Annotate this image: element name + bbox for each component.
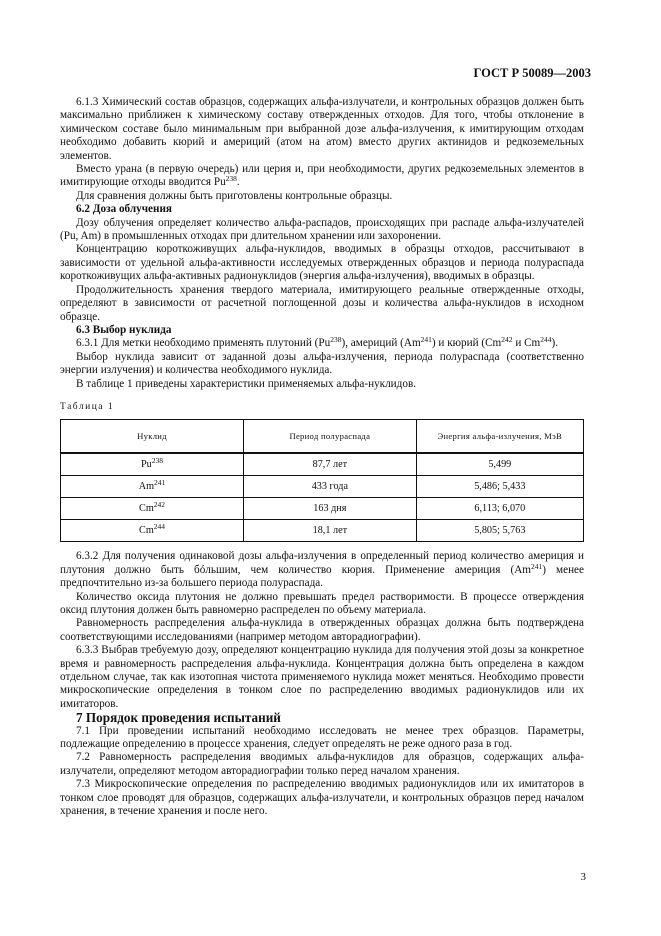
paragraph-uniformity: Равномерность распределения альфа-нуклида в отвержденных образцах должна быть подтверждена соответствующими исследованиями (например методом авторадиографии). xyxy=(60,617,584,643)
paragraph-storage-duration: Продолжительность хранения твердого материала, имитирующего реальные отвержденные отходы, определяют в зависимости от расчетной поглощенной дозы и количества альфа-нуклидов в исходном образце. xyxy=(60,283,584,323)
paragraph-table-reference: В таблице 1 приведены характеристики применяемых альфа-нуклидов. xyxy=(76,377,417,390)
cell-energy: 5,499 xyxy=(416,453,583,476)
cell-nuclide: Cm$^{242}$ xyxy=(61,498,244,520)
cell-nuclide: Pu$^{238}$ xyxy=(61,453,244,476)
paragraph-6-3-3: 6.3.3 Выбрав требуемую дозу, определяют концентрацию нуклида для получения этой дозы за конкретное время и равномерность распределения альфа-нуклида. Концентрация должна быть определена в каждом отдельном случае, так как изотопная чистота применяемого нуклида может меняться. Необходимо провести микроскопические определения в тонком слое по распределению вводимых радионуклидов или их имитаторов. xyxy=(60,644,584,710)
heading-6-2: 6.2 Доза облучения xyxy=(76,203,172,216)
cell-nuclide: Am$^{241}$ xyxy=(61,476,244,498)
heading-6-3: 6.3 Выбор нуклида xyxy=(76,323,172,336)
table-row xyxy=(61,453,584,476)
table-row xyxy=(61,498,584,520)
paragraph-7-3: 7.3 Микроскопические определения по распределению вводимых радионуклидов или их имитаторов в тонком слое проводят для образцов, содержащих альфа-излучатели, и контрольных образцов перед началом хранения, в течение хранения и после него. xyxy=(60,778,584,818)
cell-energy: 5,805; 5,763 xyxy=(416,520,583,542)
nuclide-table xyxy=(60,419,584,542)
paragraph-nuclide-choice: Выбор нуклида зависит от заданной дозы альфа-излучения, периода полураспада (соответственно энергии излучения) и количества необходимого нуклида. xyxy=(60,350,584,377)
paragraph-dose-definition: Дозу облучения определяет количество альфа-распадов, происходящих при распаде альфа-излучателей (Pu, Am) в промышленных отходах при длительном хранении или захоронении. xyxy=(60,216,584,243)
paragraph-control-samples: Для сравнения должны быть приготовлены контрольные образцы. xyxy=(76,189,393,202)
paragraph-6-3-2: 6.3.2 Для получения одинаковой дозы альфа-излучения в определенный период количество америция и плутония должно быть бóльшим, чем количество кюрия. Применение америция (Am$^{241}$) менее предпочтительно из-за большего периода полураспада. xyxy=(60,550,584,590)
cell-energy: 6,113; 6,070 xyxy=(416,498,583,520)
paragraph-7-1: 7.1 При проведении испытаний необходимо исследовать не менее трех образцов. Параметры, подлежащие определению в процессе хранения, следует определять не реже одного раза в год. xyxy=(60,724,584,751)
paragraph-6-3-1: 6.3.1 Для метки необходимо применять плутоний (Pu$^{238}$), америций (Am$^{241}$) и кюрий (Cm$^{242}$ и Cm$^{244}$). xyxy=(76,335,559,350)
cell-half-life: 163 дня xyxy=(244,498,417,520)
paragraph-pu-substitution: Вместо урана (в первую очередь) или церия и, при необходимости, других редкоземельных элементов в имитирующие отходы вводится Pu$^{238}$. xyxy=(60,163,584,189)
page-number: 3 xyxy=(580,871,586,883)
table-row xyxy=(61,476,584,498)
cell-half-life: 87,7 лет xyxy=(244,453,417,476)
paragraph-plutonium-oxide: Количество оксида плутония не должно превышать предел растворимости. В процессе отверждения оксид плутония должен быть равномерно распределен по объему материала. xyxy=(60,590,584,616)
table-row xyxy=(61,520,584,542)
section-7-title: 7 Порядок проведения испытаний xyxy=(76,710,281,726)
cell-energy: 5,486; 5,433 xyxy=(416,476,583,498)
header-energy: Энергия альфа-излучения, МэВ xyxy=(416,420,583,454)
header-nuclide: Нуклид xyxy=(61,420,244,454)
document-header: ГОСТ Р 50089—2003 xyxy=(473,66,591,80)
cell-nuclide: Cm$^{244}$ xyxy=(61,520,244,542)
paragraph-7-2: 7.2 Равномерность распределения вводимых альфа-нуклидов для образцов, содержащих альфа-излучатели, определяют методом авторадиографии только перед началом хранения. xyxy=(60,751,584,777)
header-half-life: Период полураспада xyxy=(244,420,417,454)
document-body xyxy=(60,96,584,818)
paragraph-concentration: Концентрацию короткоживущих альфа-нуклидов, вводимых в образцы отходов, рассчитывают в зависимости от удельной альфа-активности исследуемых отвержденных образцов и периода полураспада короткоживущих альфа-активных радионуклидов (энергия альфа-излучения), вводимых в образцы. xyxy=(60,243,584,283)
table-header-row xyxy=(61,420,584,454)
cell-half-life: 433 года xyxy=(244,476,417,498)
cell-half-life: 18,1 лет xyxy=(244,520,417,542)
table-caption: Таблица 1 xyxy=(60,401,115,412)
paragraph-6-1-3: 6.1.3 Химический состав образцов, содержащих альфа-излучатели, и контрольных образцов должен быть максимально приближен к химическому составу отвержденных отходов. Для того, чтобы отклонение в химическом составе было минимальным при выбранной дозе альфа-излучения, к имитирующим отходам необходимо добавить кюрий и америций (атом на атом) вместо других актинидов и редкоземельных элементов. xyxy=(60,96,584,162)
